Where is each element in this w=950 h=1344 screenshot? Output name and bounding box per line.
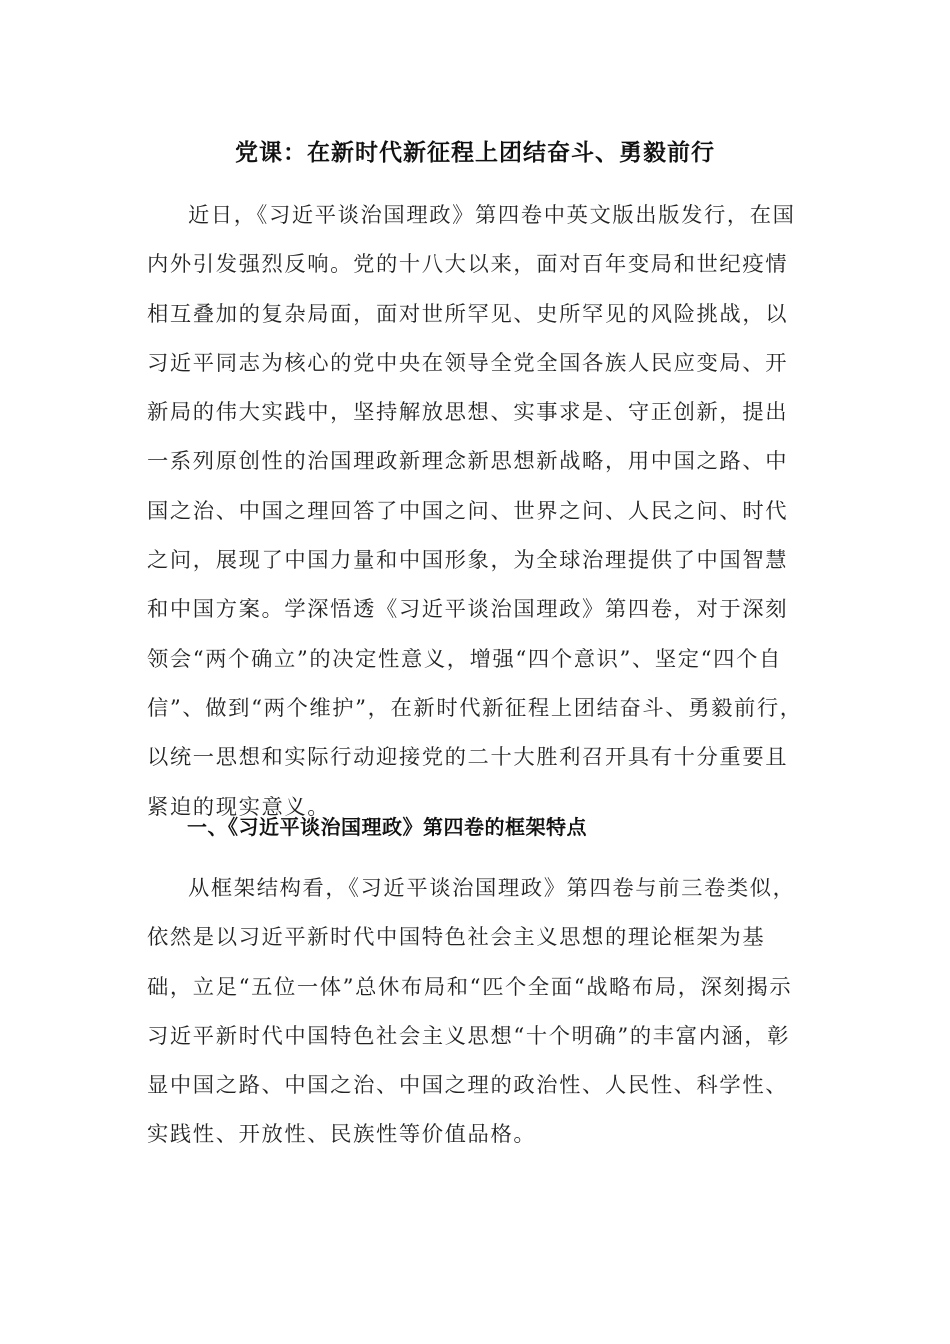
intro-paragraph: 近日，《习近平谈治国理政》第四卷中英文版出版发行，在国内外引发强烈反响。党的十八大以来，面对百年变局和世纪疫情相互叠加的复杂局面，面对世所罕见、史所罕见的风险挑战，以习近平同志为核心的党中央在领导全党全国各族人民应变局、开新局的伟大实践中，坚持解放思想、实事求是、守正创新，提出一系列原创性的治国理政新理念新思想新战略，用中国之路、中国之治、中国之理回答了中国之问、世界之问、人民之问、时代之问，展现了中国力量和中国形象，为全球治理提供了中国智慧和中国方案。学深悟透《习近平谈治国理政》第四卷，对于深刻领会“两个确立”的决定性意义，增强“四个意识”、坚定“四个自信”、做到“两个维护”，在新时代新征程上团结奋斗、勇毅前行，以统一思想和实际行动迎接党的二十大胜利召开具有十分重要且紧迫的现实意义。	[147, 203, 803, 820]
section-paragraph: 从框架结构看，《习近平谈治国理政》第四卷与前三卷类似，依然是以习近平新时代中国特色社会主义思想的理论框架为基础，立足“五位一体”总休布局和“匹个全面“战略布局，深刻揭示习近平新时代中国特色社会主义思想“十个明确”的丰富内涵，彰显中国之路、中国之治、中国之理的政治性、人民性、科学性、实践性、开放性、民族性等价值品格。	[147, 876, 796, 1148]
page-title: 党课：在新时代新征程上团结奋斗、勇毅前行	[235, 140, 715, 166]
section-heading: 一、《习近平谈治国理政》第四卷的框架特点	[187, 815, 587, 839]
